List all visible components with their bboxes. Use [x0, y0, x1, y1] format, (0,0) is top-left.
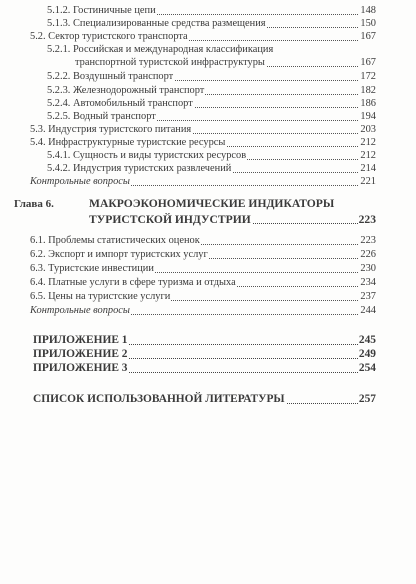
toc-entry-label: 5.3. Индустрия туристского питания	[30, 124, 192, 135]
toc-page-number: 167	[360, 57, 376, 68]
toc-entry[interactable]	[75, 56, 376, 70]
chapter-title-line2: ТУРИСТСКОЙ ИНДУСТРИИ	[89, 213, 251, 226]
references-label: СПИСОК ИСПОЛЬЗОВАННОЙ ЛИТЕРАТУРЫ	[33, 393, 285, 405]
toc-page-number: 150	[360, 18, 376, 29]
appendix-entry[interactable]	[33, 347, 376, 362]
toc-entry-label: 5.1.3. Специализированные средства размещения	[47, 18, 266, 29]
toc-page-number: 167	[360, 31, 376, 42]
toc-entry[interactable]	[30, 136, 376, 150]
appendix-label: ПРИЛОЖЕНИЕ 2	[33, 348, 128, 360]
toc-page-number: 226	[360, 249, 376, 260]
chapter-title-line1: МАКРОЭКОНОМИЧЕСКИЕ ИНДИКАТОРЫ	[89, 197, 335, 210]
toc-entry[interactable]	[30, 304, 376, 318]
chapter-prefix: Глава 6.	[14, 198, 54, 210]
toc-entry-label: 5.2.5. Водный транспорт	[47, 111, 156, 122]
toc-entry[interactable]	[30, 123, 376, 137]
toc-entry-label: 6.4. Платные услуги в сфере туризма и отдыха	[30, 277, 236, 288]
toc-entry[interactable]	[30, 276, 376, 290]
toc-entry-label: 6.5. Цены на туристские услуги	[30, 291, 171, 302]
toc-entry-label: 6.3. Туристские инвестиции	[30, 263, 154, 274]
toc-page-number: 194	[360, 111, 376, 122]
toc-entry-label: 5.2.3. Железнодорожный транспорт	[47, 85, 205, 96]
toc-entry[interactable]	[47, 43, 376, 57]
toc-entry[interactable]	[47, 70, 376, 84]
toc-entry[interactable]	[47, 97, 376, 111]
toc-entry[interactable]	[30, 234, 376, 248]
toc-entry[interactable]	[47, 110, 376, 124]
toc-page-number: 230	[360, 263, 376, 274]
chapter-title-entry[interactable]	[89, 212, 376, 227]
toc-page-number: 186	[360, 98, 376, 109]
toc-entry[interactable]	[47, 162, 376, 176]
toc-page-number: 245	[358, 334, 376, 346]
toc-page-number: 212	[360, 150, 376, 161]
toc-page-number: 223	[360, 235, 376, 246]
toc-page-number: 221	[360, 176, 376, 187]
toc-entry-label: 6.1. Проблемы статистических оценок	[30, 235, 200, 246]
toc-page-number: 237	[360, 291, 376, 302]
toc-entry-label: 5.1.2. Гостиничные цепи	[47, 5, 156, 16]
toc-page-number: 203	[360, 124, 376, 135]
toc-page-number: 148	[360, 5, 376, 16]
toc-entry-label: 5.2.2. Воздушный транспорт	[47, 71, 174, 82]
toc-entry-label: Контрольные вопросы	[30, 305, 130, 316]
toc-entry[interactable]	[30, 262, 376, 276]
toc-page-number: 254	[358, 362, 376, 374]
toc-entry-label: 5.2.4. Автомобильный транспорт	[47, 98, 193, 109]
toc-page-number: 182	[360, 85, 376, 96]
toc-entry-label: 5.4.2. Индустрия туристских развлечений	[47, 163, 232, 174]
appendix-label: ПРИЛОЖЕНИЕ 1	[33, 334, 128, 346]
toc-entry-label: Контрольные вопросы	[30, 176, 130, 187]
toc-entry[interactable]	[47, 149, 376, 163]
toc-entry-label: 6.2. Экспорт и импорт туристских услуг	[30, 249, 208, 260]
toc-entry[interactable]	[30, 248, 376, 262]
references-entry[interactable]	[33, 392, 376, 407]
toc-entry-label: 5.2.1. Российская и международная классификация	[47, 44, 274, 55]
toc-page-number: 214	[360, 163, 376, 174]
toc-entry-label: 5.4.1. Сущность и виды туристских ресурсов	[47, 150, 247, 161]
toc-entry[interactable]	[30, 30, 376, 44]
toc-page-number: 223	[358, 213, 376, 226]
toc-entry[interactable]	[47, 17, 376, 31]
toc-entry-label: транспортной туристской инфраструктуры	[75, 57, 265, 68]
appendix-label: ПРИЛОЖЕНИЕ 3	[33, 362, 128, 374]
toc-page-number: 244	[360, 305, 376, 316]
toc-page-number: 172	[360, 71, 376, 82]
toc-page-number: 249	[358, 348, 376, 360]
toc-entry[interactable]	[47, 4, 376, 18]
appendix-entry[interactable]	[33, 333, 376, 348]
toc-page-number: 234	[360, 277, 376, 288]
toc-entry[interactable]	[47, 84, 376, 98]
appendix-entry[interactable]	[33, 361, 376, 376]
toc-page-number: 257	[358, 393, 376, 405]
toc-entry[interactable]	[30, 290, 376, 304]
toc-page-number: 212	[360, 137, 376, 148]
toc-entry-label: 5.2. Сектор туристского транспорта	[30, 31, 188, 42]
toc-entry[interactable]	[30, 175, 376, 189]
toc-entry-label: 5.4. Инфраструктурные туристские ресурсы	[30, 137, 226, 148]
